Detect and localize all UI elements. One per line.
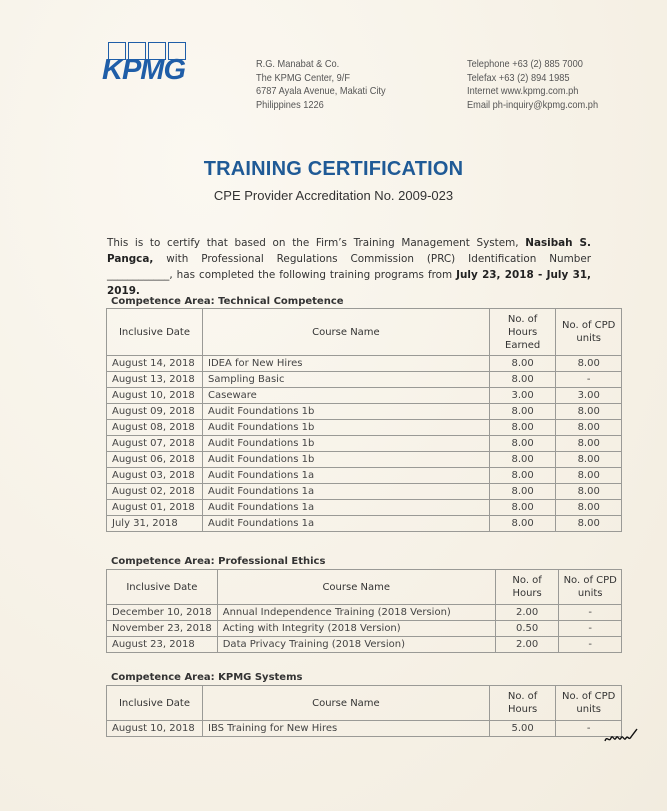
section-label-technical: Competence Area: Technical Competence — [111, 296, 344, 307]
header-inclusive-date: Inclusive Date — [107, 686, 203, 721]
table-header-row — [107, 309, 622, 356]
certification-statement — [107, 235, 591, 299]
header-cpd-units: No. of CPD units — [556, 686, 622, 721]
header-hours: No. of Hours — [495, 570, 559, 605]
technical-competence-table — [106, 308, 622, 532]
accreditation-number: CPE Provider Accreditation No. 2009-023 — [213, 188, 454, 203]
table-row: August 06, 2018 Audit Foundations 1b 8.00 8.00 — [107, 452, 622, 468]
table-row: August 10, 2018 Caseware 3.00 3.00 — [107, 388, 622, 404]
table-row: July 31, 2018 Audit Foundations 1a 8.00 8.00 — [107, 516, 622, 532]
contact-line: Telephone +63 (2) 885 7000 — [467, 58, 583, 70]
firm-contact — [467, 58, 598, 112]
contact-line: Email ph-inquiry@kpmg.com.ph — [467, 98, 599, 111]
table-row: August 10, 2018 IBS Training for New Hires 5.00 - — [107, 721, 622, 737]
table-row: August 14, 2018 IDEA for New Hires 8.00 8.00 — [107, 356, 622, 372]
section-label-kpmg-systems: Competence Area: KPMG Systems — [111, 672, 303, 683]
logo-text: KPMG — [102, 54, 185, 86]
address-line: R.G. Manabat & Co. — [256, 58, 340, 70]
table-row: August 23, 2018 Data Privacy Training (2018 Version) 2.00 - — [107, 637, 622, 653]
table-row: December 10, 2018 Annual Independence Training (2018 Version) 2.00 - — [107, 605, 622, 621]
header-course-name: Course Name — [203, 686, 490, 721]
address-line: Philippines 1226 — [256, 98, 324, 111]
table-header-row — [107, 570, 622, 605]
trainee-name: Nasibah S. Pangca, — [107, 237, 591, 265]
table-header-row — [107, 686, 622, 721]
table-row: August 09, 2018 Audit Foundations 1b 8.00 8.00 — [107, 404, 622, 420]
professional-ethics-table — [106, 569, 622, 653]
header-cpd-units: No. of CPD units — [556, 309, 622, 356]
address-line: The KPMG Center, 9/F — [256, 71, 350, 84]
address-line: 6787 Ayala Avenue, Makati City — [256, 85, 386, 97]
table-row: August 01, 2018 Audit Foundations 1a 8.00 8.00 — [107, 500, 622, 516]
kpmg-systems-table — [106, 685, 622, 737]
table-row: August 07, 2018 Audit Foundations 1b 8.00 8.00 — [107, 436, 622, 452]
header-hours: No. of Hours — [489, 686, 556, 721]
section-label-ethics: Competence Area: Professional Ethics — [111, 556, 326, 567]
table-row: August 13, 2018 Sampling Basic 8.00 - — [107, 372, 622, 388]
header-course-name: Course Name — [217, 570, 495, 605]
contact-line: Telefax +63 (2) 894 1985 — [467, 71, 570, 84]
header-cpd-units: No. of CPD units — [559, 570, 622, 605]
intro-text: This is to certify that based on the Firm’s Training Management System, — [107, 237, 526, 249]
document-title: TRAINING CERTIFICATION — [203, 158, 464, 180]
header-hours: No. of Hours Earned — [489, 309, 556, 356]
table-row: August 02, 2018 Audit Foundations 1a 8.00 8.00 — [107, 484, 622, 500]
contact-line: Internet www.kpmg.com.ph — [467, 85, 579, 97]
firm-address — [256, 58, 386, 112]
header-course-name: Course Name — [203, 309, 490, 356]
header-inclusive-date: Inclusive Date — [107, 570, 218, 605]
initials-signature-icon — [603, 727, 639, 747]
header-inclusive-date: Inclusive Date — [107, 309, 203, 356]
table-row: August 08, 2018 Audit Foundations 1b 8.00 8.00 — [107, 420, 622, 436]
training-period: July 23, 2018 - July 31, 2019. — [107, 269, 591, 297]
table-row: November 23, 2018 Acting with Integrity (2018 Version) 0.50 - — [107, 621, 622, 637]
table-row: August 03, 2018 Audit Foundations 1a 8.00 8.00 — [107, 468, 622, 484]
intro-text: with Professional Regulations Commission (PRC) Identification Number ____________, has completed the following training programs from — [107, 253, 591, 281]
kpmg-logo — [102, 42, 188, 86]
